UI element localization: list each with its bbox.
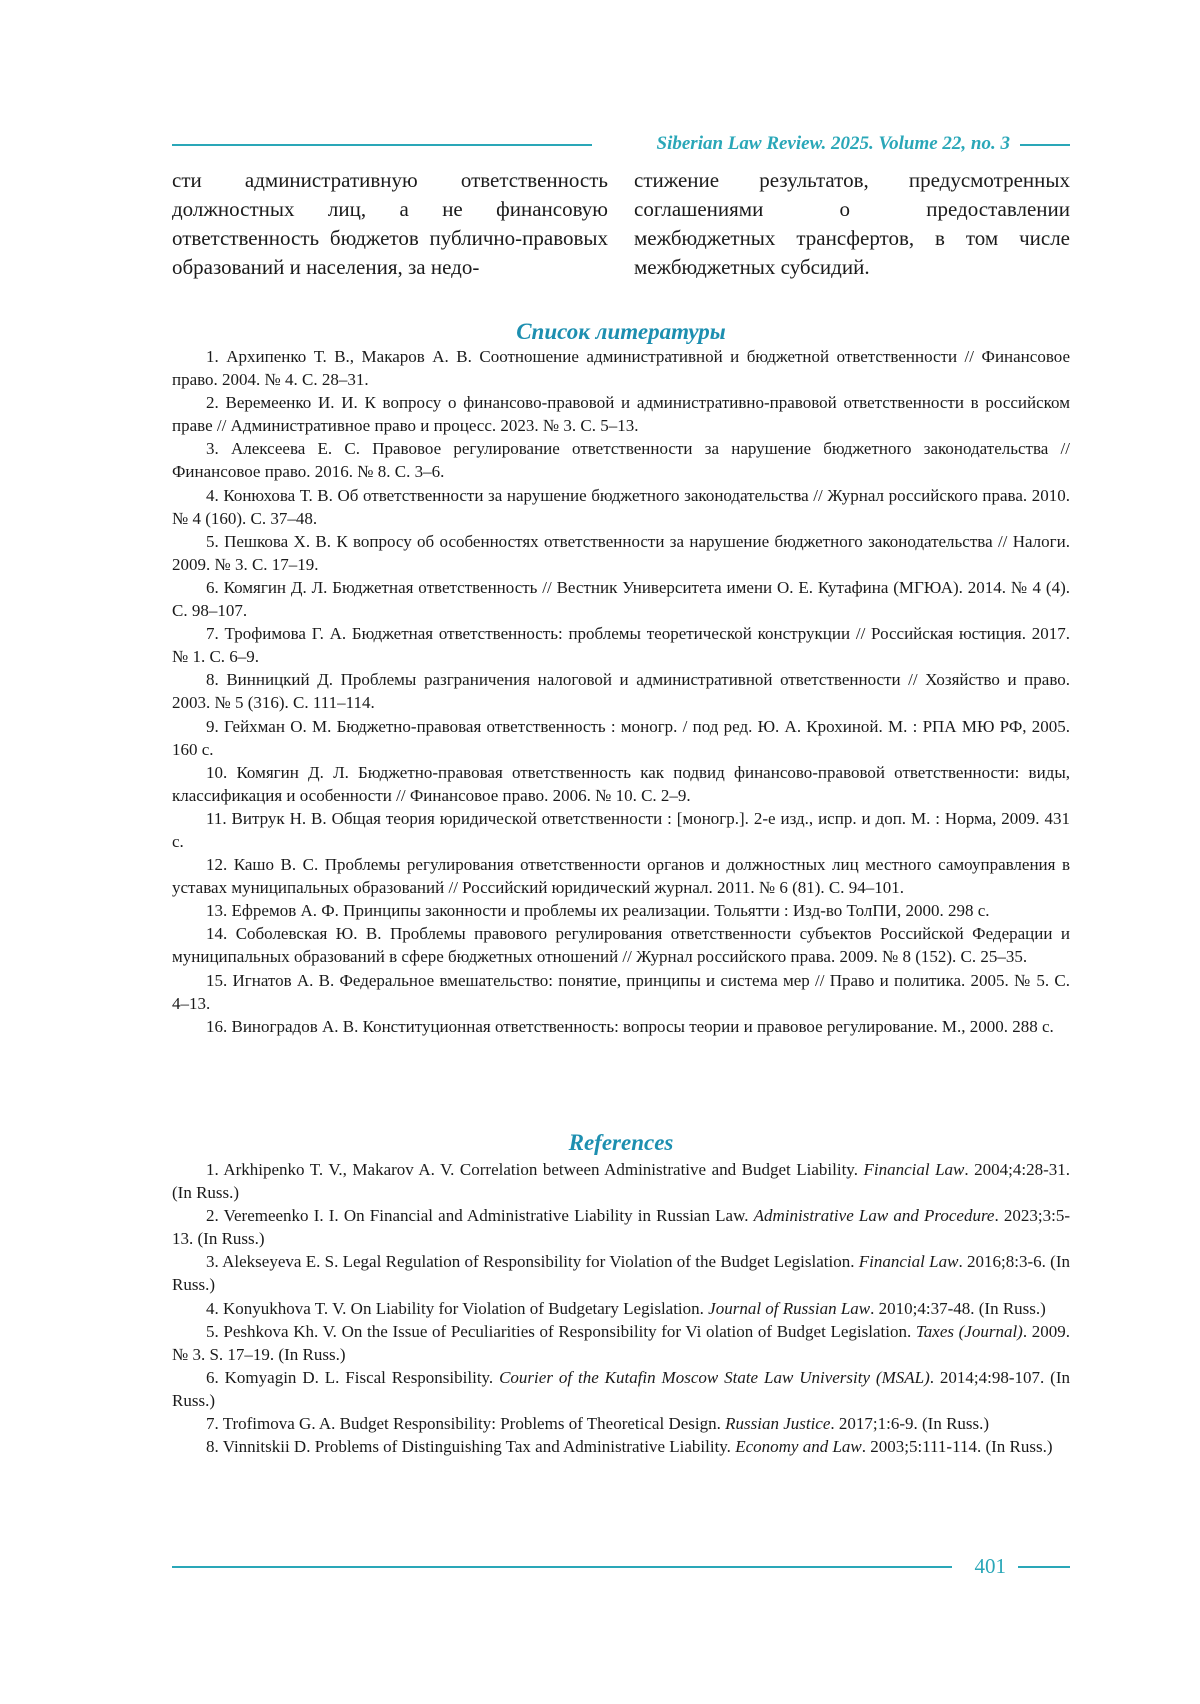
running-header <box>172 134 1070 156</box>
reference-entry <box>172 1320 1070 1366</box>
reference-entry <box>172 1158 1070 1204</box>
right-column <box>634 166 1070 282</box>
reference-publication-details: . 2023;3:5-13. (In Russ.) <box>172 1206 1070 1248</box>
literature-entry: 8. Винницкий Д. Проблемы разграничения налоговой и административной ответственности // Хозяйство и право. 2003. № 5 (316). С. 111–114. <box>172 668 1070 714</box>
literature-entry: 6. Комягин Д. Л. Бюджетная ответственность // Вестник Университета имени О. Е. Кутафина (МГЮА). 2014. № 4 (4). С. 98–107. <box>172 576 1070 622</box>
reference-publication-details: . 2016;8:3-6. (In Russ.) <box>172 1252 1070 1294</box>
reference-publication-details: . 2003;5:111-114. (In Russ.) <box>862 1437 1053 1456</box>
literature-entry: 13. Ефремов А. Ф. Принципы законности и проблемы их реализации. Тольятти : Изд-во ТолПИ, 2000. 298 с. <box>172 899 1070 922</box>
literature-entry: 9. Гейхман О. М. Бюджетно-правовая ответственность : моногр. / под ред. Ю. А. Крохиной. М. : РПА МЮ РФ, 2005. 160 с. <box>172 715 1070 761</box>
literature-entry: 1. Архипенко Т. В., Макаров А. В. Соотношение административной и бюджетной ответственности // Финансовое право. 2004. № 4. С. 28–31. <box>172 345 1070 391</box>
references-heading: References <box>172 1130 1070 1156</box>
reference-main-text: 7. Trofimova G. A. Budget Responsibility: Problems of Theoretical Design. <box>206 1414 725 1433</box>
reference-entry <box>172 1297 1070 1320</box>
reference-main-text: 2. Veremeenko I. I. On Financial and Administrative Liability in Russian Law. <box>206 1206 754 1225</box>
references-list <box>172 1158 1070 1458</box>
reference-publication-details: . 2010;4:37-48. (In Russ.) <box>870 1299 1046 1318</box>
literature-entry: 4. Конюхова Т. В. Об ответственности за нарушение бюджетного законодательства // Журнал российского права. 2010. № 4 (160). С. 37–48. <box>172 484 1070 530</box>
literature-entry: 11. Витрук Н. В. Общая теория юридической ответственности : [моногр.]. 2-е изд., испр. и доп. М. : Норма, 2009. 431 с. <box>172 807 1070 853</box>
reference-main-text: 6. Komyagin D. L. Fiscal Responsibility. <box>206 1368 499 1387</box>
reference-source-title: Courier of the Kutafin Moscow State Law University (MSAL) <box>499 1368 930 1387</box>
literature-entry: 3. Алексеева Е. С. Правовое регулирование ответственности за нарушение бюджетного законодательства // Финансовое право. 2016. № 8. С. 3–6. <box>172 437 1070 483</box>
reference-entry <box>172 1250 1070 1296</box>
reference-publication-details: . 2009. № 3. S. 17–19. (In Russ.) <box>172 1322 1070 1364</box>
left-column-text: сти административную ответственность должностных лиц, а не финансовую ответственность бюджетов публично-правовых образований и населения, за недо- <box>172 166 608 282</box>
reference-source-title: Russian Justice <box>725 1414 830 1433</box>
body-text-columns <box>172 166 1070 282</box>
footer-rule-left <box>172 1566 952 1568</box>
reference-entry <box>172 1412 1070 1435</box>
left-column <box>172 166 608 282</box>
right-column-text: стижение результатов, предусмотренных соглашениями о предоставлении межбюджетных трансфертов, в том числе межбюджетных субсидий. <box>634 166 1070 282</box>
reference-publication-details: . 2017;1:6-9. (In Russ.) <box>830 1414 989 1433</box>
footer-rule-right <box>1018 1566 1070 1568</box>
reference-source-title: Administrative Law and Procedure <box>754 1206 995 1225</box>
reference-main-text: 8. Vinnitskii D. Problems of Distinguishing Tax and Administrative Liability. <box>206 1437 735 1456</box>
reference-source-title: Journal of Russian Law <box>708 1299 870 1318</box>
reference-main-text: 3. Alekseyeva E. S. Legal Regulation of Responsibility for Violation of the Budget Legislation. <box>206 1252 859 1271</box>
reference-entry <box>172 1204 1070 1250</box>
page-number: 401 <box>975 1554 1007 1579</box>
reference-source-title: Taxes (Journal) <box>916 1322 1023 1341</box>
literature-entry: 7. Трофимова Г. А. Бюджетная ответственность: проблемы теоретической конструкции // Российская юстиция. 2017. № 1. С. 6–9. <box>172 622 1070 668</box>
header-rule-left <box>172 144 592 146</box>
reference-source-title: Financial Law <box>863 1160 964 1179</box>
literature-entry: 12. Кашо В. С. Проблемы регулирования ответственности органов и должностных лиц местного самоуправления в уставах муниципальных образований // Российский юридический журнал. 2011. № 6 (81). С. 94–101. <box>172 853 1070 899</box>
literature-entry: 15. Игнатов А. В. Федеральное вмешательство: понятие, принципы и система мер // Право и политика. 2005. № 5. С. 4–13. <box>172 969 1070 1015</box>
literature-entry: 2. Веремеенко И. И. К вопросу о финансово-правовой и административно-правовой ответственности в российском праве // Административное право и процесс. 2023. № 3. С. 5–13. <box>172 391 1070 437</box>
reference-entry <box>172 1366 1070 1412</box>
literature-entry: 5. Пешкова Х. В. К вопросу об особенностях ответственности за нарушение бюджетного законодательства // Налоги. 2009. № 3. С. 17–19. <box>172 530 1070 576</box>
reference-main-text: 4. Konyukhova T. V. On Liability for Violation of Budgetary Legislation. <box>206 1299 708 1318</box>
reference-source-title: Financial Law <box>859 1252 959 1271</box>
literature-entry: 10. Комягин Д. Л. Бюджетно-правовая ответственность как подвид финансово-правовой ответственности: виды, классификация и особенности // Финансовое право. 2006. № 10. С. 2–9. <box>172 761 1070 807</box>
literature-entry: 14. Соболевская Ю. В. Проблемы правового регулирования ответственности субъектов Российской Федерации и муниципальных образований в сфере бюджетных отношений // Журнал российского права. 2009. № 8 (152). С. 25–35. <box>172 922 1070 968</box>
literature-list <box>172 345 1070 1038</box>
literature-heading: Список литературы <box>172 319 1070 345</box>
reference-source-title: Economy and Law <box>735 1437 862 1456</box>
reference-entry <box>172 1435 1070 1458</box>
reference-publication-details: . 2004;4:28-31. (In Russ.) <box>172 1160 1070 1202</box>
reference-publication-details: . 2014;4:98-107. (In Russ.) <box>172 1368 1070 1410</box>
reference-main-text: 1. Arkhipenko T. V., Makarov A. V. Correlation between Administrative and Budget Liability. <box>206 1160 863 1179</box>
journal-title: Siberian Law Review. 2025. Volume 22, no. 3 <box>657 133 1010 155</box>
literature-entry: 16. Виноградов А. В. Конституционная ответственность: вопросы теории и правовое регулирование. М., 2000. 288 с. <box>172 1015 1070 1038</box>
page-footer <box>172 1555 1070 1579</box>
header-rule-right <box>1020 144 1070 146</box>
reference-main-text: 5. Peshkova Kh. V. On the Issue of Peculiarities of Responsibility for Vi olation of Budget Legislation. <box>206 1322 916 1341</box>
